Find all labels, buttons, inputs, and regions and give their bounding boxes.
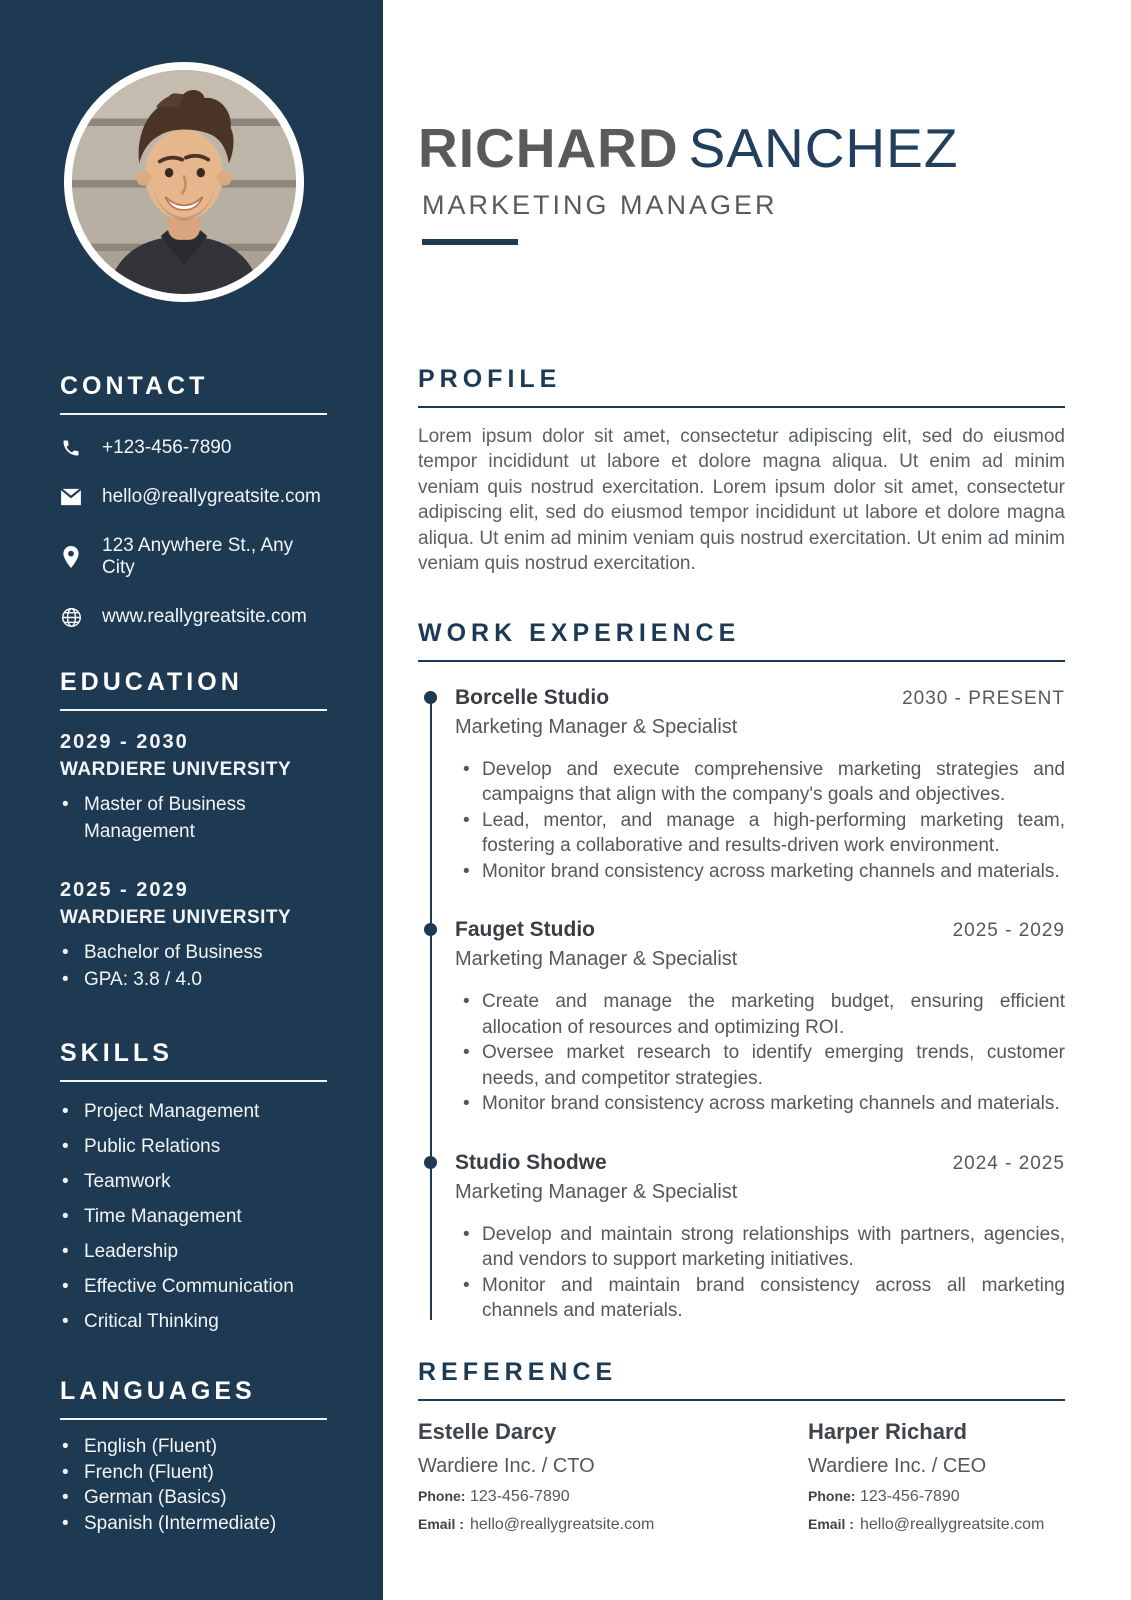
email-icon	[60, 486, 82, 508]
job-header	[455, 1151, 1065, 1175]
contact-item-address	[60, 535, 327, 579]
education-detail: • Master of Business Management	[60, 791, 327, 845]
last-name: SANCHEZ	[688, 117, 959, 179]
job-period: 2030 - PRESENT	[902, 687, 1065, 709]
work-timeline	[418, 686, 1065, 1324]
skill-item: • Effective Communication	[60, 1273, 327, 1300]
job-entry-shodwe	[455, 1151, 1065, 1324]
education-section	[60, 668, 327, 993]
reference-person-estelle	[418, 1419, 808, 1534]
job-company: Fauget Studio	[455, 918, 595, 942]
languages-section	[60, 1377, 327, 1536]
job-bullet: • Develop and execute comprehensive marketing strategies and campaigns that align with the company's goals and objectives.	[455, 757, 1065, 808]
job-bullet: • Create and manage the marketing budget, ensuring efficient allocation of resources and optimizing ROI.	[455, 989, 1065, 1040]
language-item: • English (Fluent)	[60, 1434, 327, 1460]
job-period: 2025 - 2029	[952, 920, 1065, 942]
skills-list	[60, 1098, 327, 1335]
reference-email-value[interactable]: hello@reallygreatsite.com	[860, 1515, 1045, 1533]
reference-grid	[418, 1419, 1065, 1534]
skill-item: • Time Management	[60, 1203, 327, 1230]
name-block	[418, 117, 1065, 245]
reference-person-harper	[808, 1419, 1065, 1534]
skill-item: • Teamwork	[60, 1168, 327, 1195]
job-role: Marketing Manager & Specialist	[455, 715, 738, 738]
reference-email-row	[418, 1516, 808, 1534]
phone-icon	[60, 437, 82, 459]
profile-section	[418, 365, 1065, 577]
reference-phone-row	[418, 1488, 808, 1506]
job-header	[455, 686, 1065, 710]
education-details	[60, 791, 327, 845]
job-company: Borcelle Studio	[455, 685, 610, 709]
reference-phone-value: 123-456-7890	[470, 1487, 570, 1505]
location-icon	[60, 546, 82, 568]
contact-website-value[interactable]: www.reallygreatsite.com	[102, 606, 307, 627]
skills-heading: SKILLS	[60, 1039, 327, 1082]
reference-email-label: Email :	[418, 1515, 464, 1532]
job-bullet: • Lead, mentor, and manage a high-performing marketing team, fostering a collaborative and results-driven work environment.	[455, 808, 1065, 859]
work-experience-section	[418, 619, 1065, 1324]
skill-item: • Critical Thinking	[60, 1308, 327, 1335]
education-detail: • Bachelor of Business	[60, 939, 327, 966]
main-column	[383, 0, 1131, 1600]
sidebar	[0, 0, 383, 1600]
job-bullet: • Monitor brand consistency across marketing channels and materials.	[455, 859, 1065, 885]
job-entry-fauget	[455, 918, 1065, 1117]
contact-email-value[interactable]: hello@reallygreatsite.com	[102, 486, 321, 507]
languages-heading: LANGUAGES	[60, 1377, 327, 1420]
education-years: 2029 - 2030	[60, 731, 189, 753]
accent-bar	[422, 239, 518, 245]
language-item: • French (Fluent)	[60, 1460, 327, 1486]
reference-email-row	[808, 1516, 1065, 1534]
education-heading: EDUCATION	[60, 668, 327, 711]
education-school: WARDIERE UNIVERSITY	[60, 907, 292, 928]
job-bullet: • Monitor and maintain brand consistency across all marketing channels and materials.	[455, 1273, 1065, 1324]
first-name: RICHARD	[418, 117, 679, 179]
reference-section	[418, 1358, 1065, 1534]
education-detail: • GPA: 3.8 / 4.0	[60, 966, 327, 993]
job-company: Studio Shodwe	[455, 1150, 607, 1174]
globe-icon	[60, 606, 82, 628]
reference-phone-value: 123-456-7890	[860, 1487, 960, 1505]
job-bullets	[455, 757, 1065, 885]
profile-text: Lorem ipsum dolor sit amet, consectetur adipiscing elit, sed do eiusmod tempor incididunt ut labore et dolore magna aliqua. Ut enim ad minim veniam quis nostrud exercitation. Lorem ipsum dolor sit amet, consectetur adipiscing elit, sed do eiusmod tempor incididunt ut labore et dolore magna aliqua. Ut enim ad minim veniam quis nostrud exercitation. Ut enim ad minim veniam quis nostrud exercitation.	[418, 425, 1065, 575]
job-header	[455, 918, 1065, 942]
job-bullets	[455, 1222, 1065, 1324]
reference-heading: REFERENCE	[418, 1358, 1065, 1401]
profile-heading: PROFILE	[418, 365, 1065, 408]
job-role: Marketing Manager & Specialist	[455, 1180, 738, 1203]
reference-phone-label: Phone:	[418, 1487, 466, 1504]
skill-item: • Project Management	[60, 1098, 327, 1125]
contact-heading: CONTACT	[60, 372, 327, 415]
job-bullet: • Monitor brand consistency across marketing channels and materials.	[455, 1091, 1065, 1117]
reference-company-role: Wardiere Inc. / CEO	[808, 1454, 987, 1477]
job-bullets	[455, 989, 1065, 1117]
job-role: Marketing Manager & Specialist	[455, 948, 738, 971]
job-bullet: • Develop and maintain strong relationships with partners, agencies, and vendors to support marketing initiatives.	[455, 1222, 1065, 1273]
work-experience-heading: WORK EXPERIENCE	[418, 619, 1065, 662]
job-title: MARKETING MANAGER	[422, 189, 778, 220]
skill-item: • Leadership	[60, 1238, 327, 1265]
reference-company-role: Wardiere Inc. / CTO	[418, 1454, 595, 1477]
page-title	[418, 117, 1065, 179]
reference-name: Harper Richard	[808, 1418, 967, 1444]
contact-address-value: 123 Anywhere St., Any City	[102, 535, 294, 578]
contact-list	[60, 437, 327, 628]
languages-list	[60, 1434, 327, 1536]
contact-item-email	[60, 486, 327, 508]
skills-section	[60, 1039, 327, 1335]
job-period: 2024 - 2025	[952, 1152, 1065, 1174]
job-entry-borcelle	[455, 686, 1065, 885]
skill-item: • Public Relations	[60, 1133, 327, 1160]
reference-email-label: Email :	[808, 1515, 854, 1532]
reference-phone-label: Phone:	[808, 1487, 856, 1504]
profile-photo-illustration	[72, 70, 296, 294]
education-details	[60, 939, 327, 993]
contact-section	[60, 372, 327, 628]
profile-photo	[64, 62, 304, 302]
education-years: 2025 - 2029	[60, 879, 189, 901]
education-school: WARDIERE UNIVERSITY	[60, 759, 292, 780]
reference-phone-row	[808, 1488, 1065, 1506]
job-bullet: • Oversee market research to identify emerging trends, customer needs, and competitor strategies.	[455, 1040, 1065, 1091]
contact-phone-value: +123-456-7890	[102, 437, 232, 458]
education-entry	[60, 879, 327, 993]
contact-item-phone	[60, 437, 327, 459]
reference-email-value[interactable]: hello@reallygreatsite.com	[470, 1515, 655, 1533]
education-entry	[60, 731, 327, 845]
reference-name: Estelle Darcy	[418, 1418, 557, 1444]
language-item: • German (Basics)	[60, 1485, 327, 1511]
language-item: • Spanish (Intermediate)	[60, 1511, 327, 1537]
contact-item-website	[60, 606, 327, 628]
